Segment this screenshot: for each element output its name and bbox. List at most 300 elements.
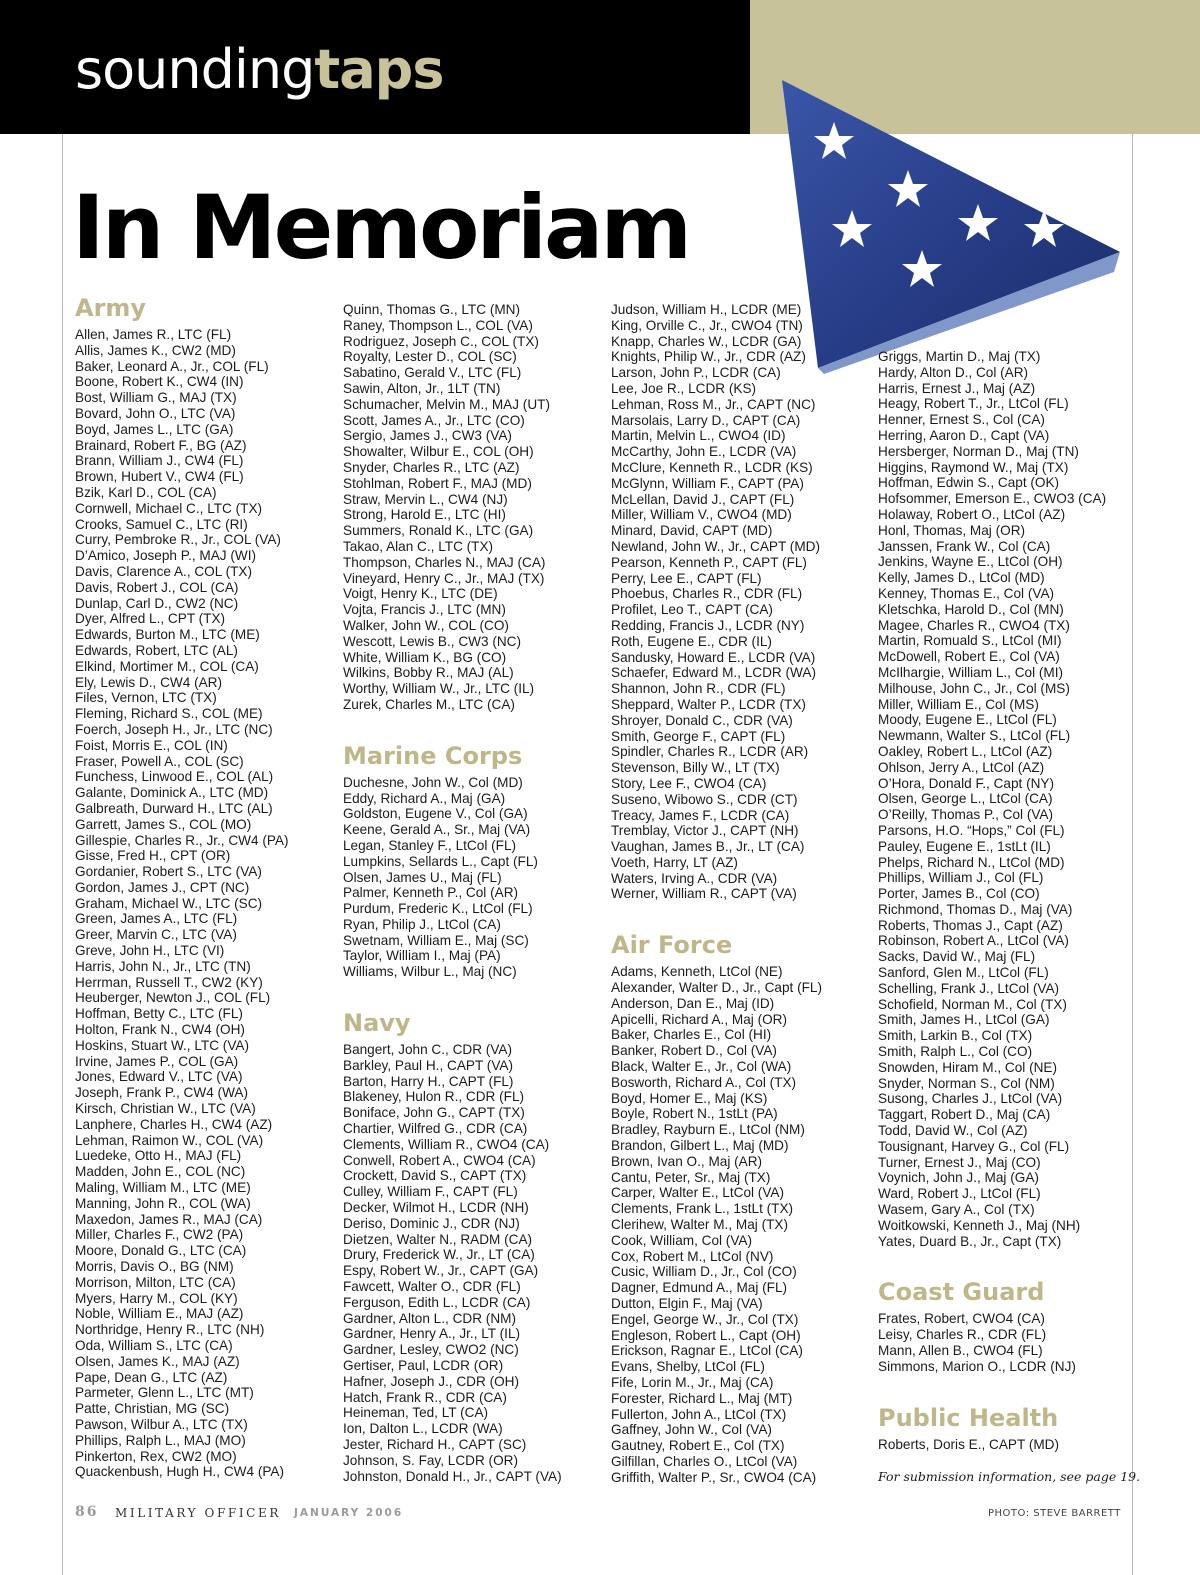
- memorial-name: Pape, Dean G., LTC (AZ): [75, 1369, 228, 1385]
- memorial-name: Phillips, Ralph L., MAJ (MO): [75, 1432, 246, 1448]
- memorial-name: Baker, Leonard A., Jr., COL (FL): [75, 358, 269, 374]
- memorial-name: Leisy, Charles R., CDR (FL): [878, 1327, 1047, 1343]
- memorial-name: Knapp, Charles W., LCDR (GA): [611, 333, 802, 349]
- memorial-name: Roberts, Thomas J., Capt (AZ): [878, 917, 1063, 933]
- navy-list: [343, 1042, 605, 1484]
- memorial-name: Moody, Eugene E., LtCol (FL): [878, 712, 1057, 728]
- memorial-name: Pinkerton, Rex, CW2 (MO): [75, 1448, 237, 1464]
- memorial-name: Parsons, H.O. “Hops,” Col (FL): [878, 822, 1065, 838]
- memorial-name: Voynich, John J., Maj (GA): [878, 1170, 1039, 1186]
- memorial-name: Espy, Robert W., Jr., CAPT (GA): [343, 1263, 539, 1279]
- memorial-name: Janssen, Frank W., Col (CA): [878, 538, 1051, 554]
- memorial-name: Edwards, Burton M., LTC (ME): [75, 627, 260, 643]
- memorial-name: Griggs, Martin D., Maj (TX): [878, 349, 1041, 364]
- memorial-name: Morris, Davis O., BG (NM): [75, 1259, 234, 1275]
- memorial-name: Davis, Robert J., COL (CA): [75, 579, 239, 595]
- memorial-name: Gardner, Lesley, CWO2 (NC): [343, 1342, 519, 1358]
- memorial-name: Wilkins, Bobby R., MAJ (AL): [343, 665, 514, 681]
- memorial-name: Marsolais, Larry D., CAPT (CA): [611, 412, 801, 428]
- memorial-name: Martin, Melvin L., CWO4 (ID): [611, 428, 786, 444]
- memorial-name: Ely, Lewis D., CW4 (AR): [75, 674, 223, 690]
- memorial-name: Spindler, Charles R., LCDR (AR): [611, 744, 809, 760]
- memorial-name: Redding, Francis J., LCDR (NY): [611, 617, 805, 633]
- memorial-name: Wasem, Gary A., Col (TX): [878, 1202, 1035, 1218]
- memorial-name: Walker, John W., COL (CO): [343, 617, 509, 633]
- memorial-name: Woitkowski, Kenneth J., Maj (NH): [878, 1217, 1081, 1233]
- memorial-name: Jenkins, Wayne E., LtCol (OH): [878, 554, 1063, 570]
- footer-page-number: 86: [75, 1504, 99, 1520]
- memorial-name: Foerch, Joseph H., Jr., LTC (NC): [75, 721, 273, 737]
- memorial-name: Cook, William, Col (VA): [611, 1232, 752, 1248]
- memorial-name: Bovard, John O., LTC (VA): [75, 405, 236, 421]
- memorial-name: Knights, Philip W., Jr., CDR (AZ): [611, 349, 806, 365]
- coast-guard-list: [878, 1311, 1140, 1374]
- memorial-name: Boyd, James L., LTC (GA): [75, 421, 234, 437]
- memorial-name: Dunlap, Carl D., CW2 (NC): [75, 595, 239, 611]
- memorial-name: Funchess, Linwood E., COL (AL): [75, 769, 274, 785]
- memorial-name: Raney, Thompson L., COL (VA): [343, 317, 533, 333]
- memorial-name: Hersberger, Norman D., Maj (TN): [878, 443, 1079, 459]
- memorial-name: Lehman, Ross M., Jr., CAPT (NC): [611, 396, 816, 412]
- memorial-name: Kelly, James D., LtCol (MD): [878, 570, 1045, 586]
- memorial-name: Myers, Harry M., COL (KY): [75, 1290, 238, 1306]
- footer-magazine-name: MILITARY OFFICER: [115, 1506, 281, 1520]
- memorial-name: Fawcett, Walter O., CDR (FL): [343, 1279, 521, 1295]
- memorial-name: Gordon, James J., CPT (NC): [75, 879, 250, 895]
- memorial-name: McDowell, Robert E., Col (VA): [878, 649, 1060, 665]
- memorial-name: Clements, Frank L., 1stLt (TX): [611, 1201, 794, 1217]
- memorial-name: Vineyard, Henry C., Jr., MAJ (TX): [343, 570, 545, 586]
- memorial-name: Morrison, Milton, LTC (CA): [75, 1274, 236, 1290]
- memorial-name: Cox, Robert M., LtCol (NV): [611, 1248, 774, 1264]
- memorial-name: Joseph, Frank P., CW4 (WA): [75, 1085, 248, 1101]
- memorial-name: Quinn, Thomas G., LTC (MN): [343, 302, 521, 317]
- memorial-name: Perry, Lee E., CAPT (FL): [611, 570, 762, 586]
- section-logo-bold: taps: [314, 38, 444, 101]
- memorial-name: Taylor, William I., Maj (PA): [343, 948, 501, 964]
- memorial-name: Holaway, Robert O., LtCol (AZ): [878, 506, 1066, 522]
- memorial-name: Curry, Pembroke R., Jr., COL (VA): [75, 532, 281, 548]
- memorial-name: Fullerton, John A., LtCol (TX): [611, 1406, 787, 1422]
- memorial-name: Files, Vernon, LTC (TX): [75, 690, 217, 706]
- memorial-name: Gaffney, John W., Col (VA): [611, 1422, 772, 1438]
- memorial-name: Patte, Christian, MG (SC): [75, 1401, 230, 1417]
- memorial-name: Drury, Frederick W., Jr., LT (CA): [343, 1247, 535, 1263]
- memorial-name: McClure, Kenneth R., LCDR (KS): [611, 459, 813, 475]
- memorial-name: Duchesne, John W., Col (MD): [343, 774, 523, 790]
- memorial-name: Stohlman, Robert F., MAJ (MD): [343, 475, 532, 491]
- memorial-name: Chartier, Wilfred G., CDR (CA): [343, 1121, 528, 1137]
- footer-photo-credit: PHOTO: STEVE BARRETT: [988, 1508, 1121, 1519]
- memorial-name: Olsen, George L., LtCol (CA): [878, 791, 1053, 807]
- memorial-name: Minard, David, CAPT (MD): [611, 523, 773, 539]
- memorial-name: Boniface, John G., CAPT (TX): [343, 1105, 525, 1121]
- memorial-name: Oda, William S., LTC (CA): [75, 1338, 233, 1353]
- marine-corps-list: [343, 775, 605, 980]
- memorial-name: Gordanier, Robert S., LTC (VA): [75, 864, 262, 880]
- memorial-name: Vojta, Francis J., LTC (MN): [343, 602, 506, 618]
- section-heading-army: Army: [75, 294, 147, 322]
- memorial-name: Erickson, Ragnar E., LtCol (CA): [611, 1343, 803, 1359]
- army-list-continued: [343, 302, 605, 713]
- memorial-name: Palmer, Kenneth P., Col (AR): [343, 885, 519, 901]
- memorial-name: Straw, Mervin L., CW4 (NJ): [343, 491, 508, 507]
- memorial-name: Sawin, Alton, Jr., 1LT (TN): [343, 380, 501, 396]
- memorial-name: Blakeney, Hulon R., CDR (FL): [343, 1089, 525, 1105]
- memorial-name: Story, Lee F., CWO4 (CA): [611, 775, 767, 791]
- memorial-name: Roth, Eugene E., CDR (IL): [611, 633, 772, 649]
- memorial-name: Snyder, Norman S., Col (NM): [878, 1075, 1055, 1091]
- page-title: In Memoriam: [72, 176, 690, 279]
- memorial-name: Miller, Charles F., CW2 (PA): [75, 1227, 244, 1243]
- memorial-name: Gautney, Robert E., Col (TX): [611, 1438, 785, 1454]
- memorial-name: Boone, Robert K., CW4 (IN): [75, 374, 244, 390]
- memorial-name: Ohlson, Jerry A., LtCol (AZ): [878, 759, 1045, 775]
- memorial-name: Bosworth, Richard A., Col (TX): [611, 1074, 797, 1090]
- section-heading-navy: Navy: [343, 1009, 411, 1038]
- memorial-name: Voeth, Harry, LT (AZ): [611, 854, 738, 870]
- memorial-name: Apicelli, Richard A., Maj (OR): [611, 1011, 788, 1027]
- memorial-name: Richmond, Thomas D., Maj (VA): [878, 901, 1073, 917]
- memorial-name: Kenney, Thomas E., Col (VA): [878, 585, 1055, 601]
- memorial-name: Ward, Robert J., LtCol (FL): [878, 1186, 1041, 1202]
- memorial-name: Legan, Stanley F., LtCol (FL): [343, 837, 517, 853]
- memorial-name: Herrman, Russell T., CW2 (KY): [75, 974, 263, 990]
- memorial-name: Fraser, Powell A., COL (SC): [75, 753, 244, 769]
- memorial-name: Brainard, Robert F., BG (AZ): [75, 437, 247, 453]
- memorial-name: Mann, Allen B., CWO4 (FL): [878, 1343, 1043, 1359]
- memorial-name: Hoffman, Edwin S., Capt (OK): [878, 475, 1060, 491]
- memorial-name: Boyle, Robert N., 1stLt (PA): [611, 1106, 778, 1122]
- section-heading-coast-guard: Coast Guard: [878, 1278, 1045, 1307]
- memorial-name: Cusic, William D., Jr., Col (CO): [611, 1264, 797, 1280]
- public-health-list: [878, 1437, 1140, 1453]
- memorial-name: Davis, Clarence A., COL (TX): [75, 563, 253, 579]
- memorial-name: Snyder, Charles R., LTC (AZ): [343, 459, 520, 475]
- memorial-name: Ion, Dalton L., LCDR (WA): [343, 1421, 503, 1437]
- memorial-name: Banker, Robert D., Col (VA): [611, 1043, 777, 1059]
- memorial-name: Rodriguez, Joseph C., COL (TX): [343, 333, 539, 349]
- memorial-name: Clements, William R., CWO4 (CA): [343, 1136, 550, 1152]
- memorial-name: Hoffman, Betty C., LTC (FL): [75, 1006, 243, 1022]
- names-column-2: [343, 302, 605, 1484]
- memorial-name: Cornwell, Michael C., LTC (TX): [75, 500, 263, 516]
- memorial-name: Sacks, David W., Maj (FL): [878, 949, 1036, 965]
- memorial-name: Griffith, Walter P., Sr., CWO4 (CA): [611, 1469, 817, 1485]
- memorial-name: Lanphere, Charles H., CW4 (AZ): [75, 1116, 273, 1132]
- air-force-list: [611, 964, 873, 1485]
- memorial-name: Larson, John P., LCDR (CA): [611, 365, 781, 381]
- memorial-name: Northridge, Henry R., LTC (NH): [75, 1322, 265, 1338]
- memorial-name: Magee, Charles R., CWO4 (TX): [878, 617, 1070, 633]
- memorial-name: Suseno, Wibowo S., CDR (CT): [611, 791, 798, 807]
- memorial-name: Schumacher, Melvin M., MAJ (UT): [343, 396, 550, 412]
- memorial-name: Miller, William V., CWO4 (MD): [611, 507, 792, 523]
- memorial-name: Ferguson, Edith L., LCDR (CA): [343, 1294, 531, 1310]
- memorial-name: McGlynn, William F., CAPT (PA): [611, 475, 804, 491]
- memorial-name: Brann, William J., CW4 (FL): [75, 453, 244, 469]
- memorial-name: Susong, Charles J., LtCol (VA): [878, 1091, 1063, 1107]
- memorial-name: Harris, Ernest J., Maj (AZ): [878, 380, 1036, 396]
- memorial-name: Allis, James K., CW2 (MD): [75, 342, 236, 358]
- memorial-name: Phoebus, Charles R., CDR (FL): [611, 586, 803, 602]
- memorial-name: Honl, Thomas, Maj (OR): [878, 522, 1026, 538]
- memorial-name: Takao, Alan C., LTC (TX): [343, 538, 494, 554]
- memorial-name: Pearson, Kenneth P., CAPT (FL): [611, 554, 807, 570]
- memorial-name: Judson, William H., LCDR (ME): [611, 302, 802, 317]
- memorial-name: Quackenbush, Hugh H., CW4 (PA): [75, 1464, 285, 1480]
- memorial-name: Edwards, Robert, LTC (AL): [75, 642, 238, 658]
- memorial-name: Baker, Charles E., Col (HI): [611, 1027, 772, 1043]
- memorial-name: Jones, Edward V., LTC (VA): [75, 1069, 243, 1085]
- memorial-name: Smith, Larkin B., Col (TX): [878, 1028, 1033, 1044]
- memorial-name: Holton, Frank N., CW4 (OH): [75, 1022, 245, 1038]
- memorial-name: Brown, Hubert V., CW4 (FL): [75, 469, 244, 485]
- memorial-name: Sergio, James J., CW3 (VA): [343, 428, 512, 444]
- memorial-name: Moore, Donald G., LTC (CA): [75, 1243, 247, 1259]
- memorial-name: McCarthy, John E., LCDR (VA): [611, 444, 797, 460]
- memorial-name: Robinson, Robert A., LtCol (VA): [878, 933, 1069, 949]
- memorial-name: Barkley, Paul H., CAPT (VA): [343, 1057, 513, 1073]
- memorial-name: Kirsch, Christian W., LTC (VA): [75, 1101, 256, 1117]
- memorial-name: Green, James A., LTC (FL): [75, 911, 238, 927]
- memorial-name: Heagy, Robert T., Jr., LtCol (FL): [878, 396, 1069, 412]
- memorial-name: Gertiser, Paul, LCDR (OR): [343, 1358, 504, 1374]
- memorial-name: Pauley, Eugene E., 1stLt (IL): [878, 838, 1051, 854]
- memorial-name: Snowden, Hiram M., Col (NE): [878, 1059, 1058, 1075]
- memorial-name: Schaefer, Edward M., LCDR (WA): [611, 665, 816, 681]
- memorial-name: Bost, William G., MAJ (TX): [75, 390, 237, 406]
- memorial-name: Adams, Kenneth, LtCol (NE): [611, 964, 783, 980]
- memorial-name: Lumpkins, Sellards L., Capt (FL): [343, 853, 538, 869]
- memorial-name: Treacy, James F., LCDR (CA): [611, 807, 790, 823]
- memorial-name: Smith, James H., LtCol (GA): [878, 1012, 1050, 1028]
- memorial-name: Schofield, Norman M., Col (TX): [878, 996, 1067, 1012]
- memorial-name: Forester, Richard L., Maj (MT): [611, 1390, 793, 1406]
- memorial-name: Dutton, Elgin F., Maj (VA): [611, 1296, 763, 1312]
- memorial-name: Yates, Duard B., Jr., Capt (TX): [878, 1233, 1062, 1249]
- memorial-name: Olsen, James K., MAJ (AZ): [75, 1353, 240, 1369]
- section-logo-light: sounding: [75, 38, 315, 101]
- memorial-name: Purdum, Frederic K., LtCol (FL): [343, 901, 533, 917]
- memorial-name: Hatch, Frank R., CDR (CA): [343, 1389, 507, 1405]
- memorial-name: Dyer, Alfred L., CPT (TX): [75, 611, 226, 627]
- memorial-name: Williams, Wilbur L., Maj (NC): [343, 964, 517, 980]
- memorial-name: Gilfillan, Charles O., LtCol (VA): [611, 1453, 798, 1469]
- memorial-name: Schelling, Frank J., LtCol (VA): [878, 980, 1060, 996]
- memorial-name: Garrett, James S., COL (MO): [75, 816, 252, 832]
- memorial-name: Summers, Ronald K., LTC (GA): [343, 523, 534, 539]
- memorial-name: Lee, Joe R., LCDR (KS): [611, 380, 757, 396]
- memorial-name: Royalty, Lester D., COL (SC): [343, 349, 517, 365]
- memorial-name: Wescott, Lewis B., CW3 (NC): [343, 633, 522, 649]
- memorial-name: Brandon, Gilbert L., Maj (MD): [611, 1138, 789, 1154]
- memorial-name: Swetnam, William E., Maj (SC): [343, 932, 529, 948]
- memorial-name: Taggart, Robert D., Maj (CA): [878, 1107, 1051, 1123]
- memorial-name: Worthy, William W., Jr., LTC (IL): [343, 681, 535, 697]
- memorial-name: Hoskins, Stuart W., LTC (VA): [75, 1037, 249, 1053]
- memorial-name: Noble, William E., MAJ (AZ): [75, 1306, 244, 1322]
- memorial-name: Greer, Marvin C., LTC (VA): [75, 927, 237, 943]
- memorial-name: Showalter, Wilbur E., COL (OH): [343, 444, 534, 460]
- memorial-name: Engleson, Robert L., Capt (OH): [611, 1327, 801, 1343]
- memorial-name: Gardner, Alton L., CDR (NM): [343, 1310, 516, 1326]
- memorial-name: Oakley, Robert L., LtCol (AZ): [878, 743, 1053, 759]
- memorial-name: Crockett, David S., CAPT (TX): [343, 1168, 527, 1184]
- memorial-name: Cantu, Peter, Sr., Maj (TX): [611, 1169, 771, 1185]
- memorial-name: Stevenson, Billy W., LT (TX): [611, 760, 780, 776]
- memorial-name: Johnson, S. Fay, LCDR (OR): [343, 1452, 519, 1468]
- memorial-name: Shroyer, Donald C., CDR (VA): [611, 712, 793, 728]
- memorial-name: Miller, William E., Col (MS): [878, 696, 1039, 712]
- memorial-name: O’Reilly, Thomas P., Col (VA): [878, 807, 1054, 823]
- submission-note: For submission information, see page 19.: [878, 1469, 1141, 1484]
- memorial-name: Maxedon, James R., MAJ (CA): [75, 1211, 263, 1227]
- memorial-name: Scott, James A., Jr., LTC (CO): [343, 412, 525, 428]
- memorial-name: Black, Walter E., Jr., Col (WA): [611, 1059, 792, 1075]
- memorial-name: Sheppard, Walter P., LCDR (TX): [611, 696, 806, 712]
- memorial-name: Profilet, Leo T., CAPT (CA): [611, 602, 773, 618]
- memorial-name: Fleming, Richard S., COL (ME): [75, 706, 263, 722]
- memorial-name: Gisse, Fred H., CPT (OR): [75, 848, 231, 864]
- memorial-name: Bradley, Rayburn E., LtCol (NM): [611, 1122, 805, 1138]
- memorial-name: Todd, David W., Col (AZ): [878, 1123, 1028, 1139]
- memorial-name: Allen, James R., LTC (FL): [75, 327, 232, 342]
- memorial-name: Milhouse, John C., Jr., Col (MS): [878, 680, 1070, 696]
- memorial-name: Turner, Ernest J., Maj (CO): [878, 1154, 1041, 1170]
- memorial-name: White, William K., BG (CO): [343, 649, 507, 665]
- memorial-name: Boyd, Homer E., Maj (KS): [611, 1090, 768, 1106]
- army-list: [75, 327, 337, 1480]
- memorial-name: Alexander, Walter D., Jr., Capt (FL): [611, 980, 823, 996]
- memorial-name: Madden, John E., COL (NC): [75, 1164, 246, 1180]
- memorial-name: Frates, Robert, CWO4 (CA): [878, 1311, 1045, 1327]
- names-column-1: [75, 293, 337, 1480]
- memorial-name: Maling, William M., LTC (ME): [75, 1180, 251, 1196]
- memorial-name: Gillespie, Charles R., Jr., CW4 (PA): [75, 832, 289, 848]
- memorial-name: Heineman, Ted, LT (CA): [343, 1405, 489, 1421]
- memorial-name: Brown, Ivan O., Maj (AR): [611, 1153, 763, 1169]
- names-column-4: [878, 349, 1140, 1452]
- memorial-name: Engel, George W., Jr., Col (TX): [611, 1311, 799, 1327]
- memorial-name: Bangert, John C., CDR (VA): [343, 1042, 512, 1058]
- memorial-name: Shannon, John R., CDR (FL): [611, 681, 786, 697]
- memorial-name: Hafner, Joseph J., CDR (OH): [343, 1373, 520, 1389]
- memorial-name: McIlhargie, William L., Col (MI): [878, 664, 1064, 680]
- memorial-name: Tremblay, Victor J., CAPT (NH): [611, 823, 799, 839]
- memorial-name: Zurek, Charles M., LTC (CA): [343, 696, 515, 712]
- memorial-name: Luedeke, Otto H., MAJ (FL): [75, 1148, 242, 1164]
- memorial-name: Culley, William F., CAPT (FL): [343, 1184, 518, 1200]
- memorial-name: Martin, Romuald S., LtCol (MI): [878, 633, 1062, 649]
- memorial-name: Clerihew, Walter M., Maj (TX): [611, 1217, 788, 1233]
- memorial-name: Gardner, Henry A., Jr., LT (IL): [343, 1326, 521, 1342]
- memorial-name: Werner, William R., CAPT (VA): [611, 886, 797, 902]
- memorial-name: Simmons, Marion O., LCDR (NJ): [878, 1358, 1076, 1374]
- memorial-name: Crooks, Samuel C., LTC (RI): [75, 516, 248, 532]
- memorial-name: Newland, John W., Jr., CAPT (MD): [611, 538, 820, 554]
- memorial-name: Hofsommer, Emerson E., CWO3 (CA): [878, 491, 1107, 507]
- memorial-name: Pawson, Wilbur A., LTC (TX): [75, 1416, 248, 1432]
- section-heading-air-force: Air Force: [611, 931, 733, 960]
- navy-list-continued: [611, 302, 873, 902]
- memorial-name: Heuberger, Newton J., COL (FL): [75, 990, 271, 1006]
- memorial-name: Deriso, Dominic J., CDR (NJ): [343, 1215, 520, 1231]
- memorial-name: Decker, Wilmot H., LCDR (NH): [343, 1200, 529, 1216]
- memorial-name: Fife, Lorin M., Jr., Maj (CA): [611, 1375, 774, 1390]
- memorial-name: Elkind, Mortimer M., COL (CA): [75, 658, 259, 674]
- memorial-name: Thompson, Charles N., MAJ (CA): [343, 554, 546, 570]
- memorial-name: Kletschka, Harold D., Col (MN): [878, 601, 1064, 617]
- memorial-name: Lehman, Raimon W., COL (VA): [75, 1132, 264, 1148]
- memorial-name: King, Orville C., Jr., CWO4 (TN): [611, 317, 803, 333]
- memorial-name: Voigt, Henry K., LTC (DE): [343, 586, 498, 602]
- memorial-name: D’Amico, Joseph P., MAJ (WI): [75, 548, 257, 564]
- names-column-3: [611, 302, 873, 1486]
- memorial-name: Roberts, Doris E., CAPT (MD): [878, 1436, 1060, 1452]
- section-heading-marine-corps: Marine Corps: [343, 741, 523, 770]
- memorial-name: Anderson, Dan E., Maj (ID): [611, 995, 775, 1011]
- memorial-name: Strong, Harold E., LTC (HI): [343, 507, 506, 523]
- memorial-name: Ryan, Philip J., LtCol (CA): [343, 916, 501, 932]
- memorial-name: Herring, Aaron D., Capt (VA): [878, 427, 1050, 443]
- memorial-name: Olsen, James U., Maj (FL): [343, 869, 502, 885]
- memorial-name: O’Hora, Donald F., Capt (NY): [878, 775, 1055, 791]
- memorial-name: Smith, Ralph L., Col (CO): [878, 1044, 1033, 1060]
- memorial-name: Phelps, Richard N., LtCol (MD): [878, 854, 1065, 870]
- memorial-name: Keene, Gerald A., Sr., Maj (VA): [343, 822, 531, 838]
- frame-line-left: [62, 134, 63, 1575]
- memorial-name: Conwell, Robert A., CWO4 (CA): [343, 1152, 536, 1168]
- memorial-name: Johnston, Donald H., Jr., CAPT (VA): [343, 1468, 562, 1484]
- memorial-name: Eddy, Richard A., Maj (GA): [343, 790, 506, 806]
- memorial-name: McLellan, David J., CAPT (FL): [611, 491, 795, 507]
- air-force-list-continued: [878, 349, 1140, 1249]
- memorial-name: Galante, Dominick A., LTC (MD): [75, 785, 269, 801]
- memorial-name: Jester, Richard H., CAPT (SC): [343, 1437, 527, 1452]
- memorial-name: Porter, James B., Col (CO): [878, 886, 1040, 902]
- memorial-name: Bzik, Karl D., COL (CA): [75, 484, 217, 500]
- memorial-name: Graham, Michael W., LTC (SC): [75, 895, 263, 911]
- memorial-name: Manning, John R., COL (WA): [75, 1195, 251, 1211]
- memorial-name: Dagner, Edmund A., Maj (FL): [611, 1280, 788, 1296]
- memorial-name: Evans, Shelby, LtCol (FL): [611, 1359, 765, 1375]
- memorial-name: Phillips, William J., Col (FL): [878, 870, 1044, 886]
- memorial-name: Dietzen, Walter N., RADM (CA): [343, 1231, 533, 1247]
- memorial-name: Smith, George F., CAPT (FL): [611, 728, 786, 744]
- memorial-name: Barton, Harry H., CAPT (FL): [343, 1073, 514, 1089]
- memorial-name: Greve, John H., LTC (VI): [75, 943, 225, 959]
- memorial-name: Waters, Irving A., CDR (VA): [611, 870, 778, 886]
- memorial-name: Carper, Walter E., LtCol (VA): [611, 1185, 784, 1201]
- memorial-name: Hardy, Alton D., Col (AR): [878, 364, 1029, 380]
- section-logo: [75, 34, 443, 106]
- footer-issue-date: JANUARY 2006: [294, 1507, 404, 1519]
- memorial-name: Henner, Ernest S., Col (CA): [878, 412, 1045, 428]
- memorial-name: Sabatino, Gerald V., LTC (FL): [343, 365, 522, 381]
- memorial-name: Higgins, Raymond W., Maj (TX): [878, 459, 1069, 475]
- memorial-name: Vaughan, James B., Jr., LT (CA): [611, 839, 805, 855]
- memorial-name: Galbreath, Durward H., LTC (AL): [75, 800, 273, 816]
- section-heading-public-health: Public Health: [878, 1403, 1059, 1432]
- memorial-name: Tousignant, Harvey G., Col (FL): [878, 1138, 1070, 1154]
- memorial-name: Sandusky, Howard E., LCDR (VA): [611, 649, 816, 665]
- memorial-name: Foist, Morris E., COL (IN): [75, 737, 228, 753]
- memorial-name: Newmann, Walter S., LtCol (FL): [878, 728, 1071, 744]
- memorial-name: Irvine, James P., COL (GA): [75, 1053, 239, 1069]
- memorial-name: Harris, John N., Jr., LTC (TN): [75, 958, 251, 974]
- memorial-name: Parmeter, Glenn L., LTC (MT): [75, 1385, 254, 1401]
